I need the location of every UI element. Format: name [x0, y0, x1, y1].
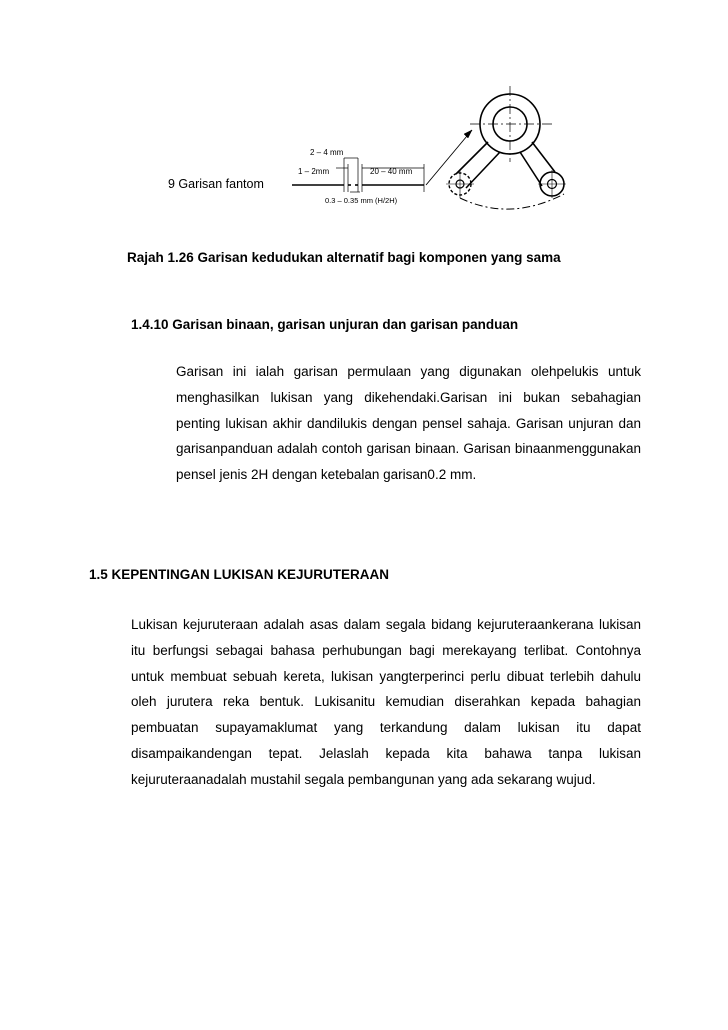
figure-label: 9 Garisan fantom [168, 177, 264, 191]
dim-left-label: 1 – 2mm [298, 167, 330, 176]
phantom-line-drawing [160, 82, 580, 218]
section-paragraph: Lukisan kejuruteraan adalah asas dalam segala bidang kejuruteraankerana lukisan itu berfungsi sebagai bahasa perhubungan bagi merekayang terlibat. Contohnya untuk membuat sebuah kereta, lukisan yangterperinci perlu dibuat terlebih dahulu oleh jurutera reka bentuk. Lukisanitu kemudian diserahkan kepada bahagian pembuatan supayamaklumat yang terkandung dalam lukisan itu dapat disampaikandengan tepat. Jelaslah kepada kita bahawa tanpa lukisan kejuruteraanadalah mustahil segala pembangunan yang ada sekarang wujud. [131, 617, 641, 787]
figure-caption: Rajah 1.26 Garisan kedudukan alternatif bagi komponen yang sama [127, 250, 561, 265]
subsection-heading: 1.4.10 Garisan binaan, garisan unjuran dan garisan panduan [131, 317, 519, 332]
dim-right-label: 20 – 40 mm [370, 167, 413, 176]
section-heading: 1.5 KEPENTINGAN LUKISAN KEJURUTERAAN [89, 567, 390, 582]
subsection-paragraph: Garisan ini ialah garisan permulaan yang digunakan olehpelukis untuk menghasilkan lukisan yang dikehendaki.Garisan ini bukan sebahagian penting lukisan akhir dandilukis dengan pensel sahaja. Garisan unjuran dan garisanpanduan adalah contoh garisan binaan. Garisan binaanmenggunakan pensel jenis 2H dengan ketebalan garisan0.2 mm. [176, 364, 641, 483]
linkage-mechanism [426, 86, 566, 209]
phantom-line-figure [160, 82, 580, 218]
dim-top-label: 2 – 4 mm [310, 148, 344, 157]
dim-bottom-label: 0.3 – 0.35 mm (H/2H) [325, 196, 398, 205]
